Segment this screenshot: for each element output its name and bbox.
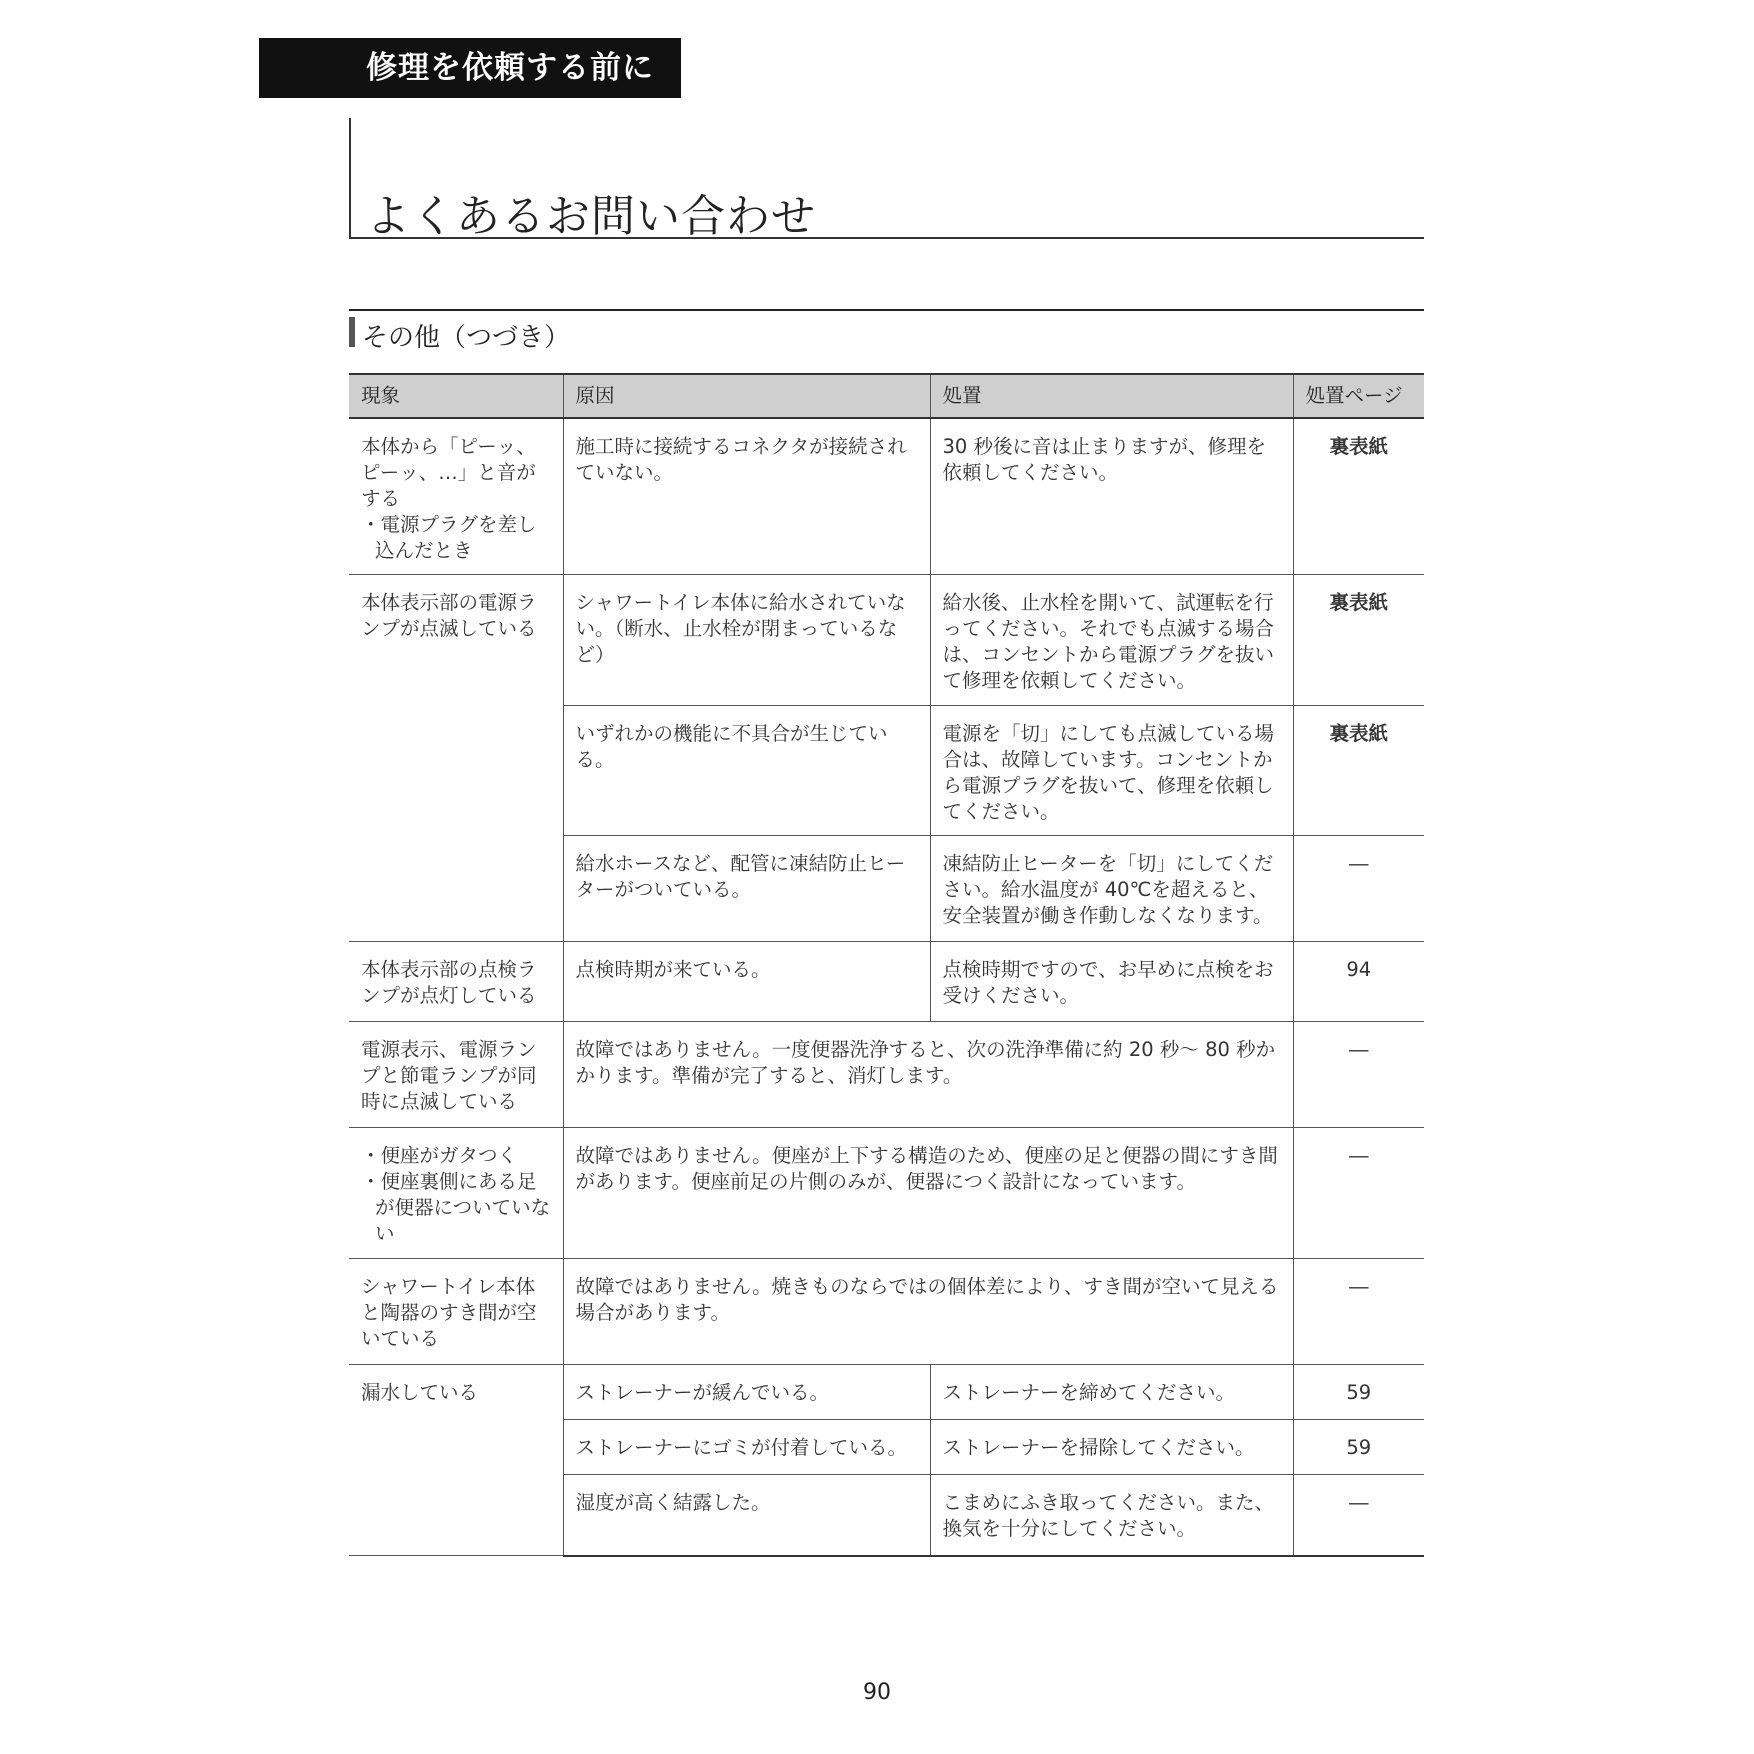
cause-cell: シャワートイレ本体に給水されていない。（断水、止水栓が閉まっているなど） bbox=[563, 575, 930, 706]
page-ref-cell: 59 bbox=[1293, 1420, 1424, 1475]
remedy-cell: 点検時期ですので、お早めに点検をお受けください。 bbox=[930, 942, 1293, 1022]
section-marker bbox=[349, 317, 355, 347]
explanation-cell: 故障ではありません。焼きものならではの個体差により、すき間が空いて見える場合があります。 bbox=[563, 1259, 1293, 1365]
explanation-cell: 故障ではありません。便座が上下する構造のため、便座の足と便器の間にすき間があります。便座前足の片側のみが、便器につく設計になっています。 bbox=[563, 1128, 1293, 1259]
symptom-bullet: ・電源プラグを差し込んだとき bbox=[361, 513, 537, 562]
page-number: 90 bbox=[863, 1680, 891, 1705]
symptom-cell: シャワートイレ本体と陶器のすき間が空いている bbox=[349, 1259, 563, 1365]
remedy-cell: 電源を「切」にしても点滅している場合は、故障しています。コンセントから電源プラグを抜いて、修理を依頼してください。 bbox=[930, 706, 1293, 836]
column-header: 現象 bbox=[349, 374, 563, 418]
page-ref-cell: ― bbox=[1293, 1475, 1424, 1556]
remedy-cell: ストレーナーを締めてください。 bbox=[930, 1365, 1293, 1420]
table-row bbox=[349, 418, 1424, 575]
page-ref-cell: 94 bbox=[1293, 942, 1424, 1022]
title-block bbox=[349, 118, 1424, 242]
table-row bbox=[349, 1365, 1424, 1420]
section-title: その他（つづき） bbox=[362, 323, 571, 353]
symptom-bullet: ・便座裏側にある足が便器についていない bbox=[361, 1170, 551, 1245]
table-header-row bbox=[349, 374, 1424, 418]
page-ref-cell: ― bbox=[1293, 836, 1424, 942]
page-ref-cell: 59 bbox=[1293, 1365, 1424, 1420]
explanation-cell: 故障ではありません。一度便器洗浄すると、次の洗浄準備に約 20 秒～ 80 秒かかります。準備が完了すると、消灯します。 bbox=[563, 1022, 1293, 1128]
table-row bbox=[349, 575, 1424, 706]
column-header: 処置 bbox=[930, 374, 1293, 418]
remedy-cell: 給水後、止水栓を開いて、試運転を行ってください。それでも点滅する場合は、コンセントから電源プラグを抜いて修理を依頼してください。 bbox=[930, 575, 1293, 706]
page-ref-cell: 裏表紙 bbox=[1293, 418, 1424, 575]
table-row bbox=[349, 1259, 1424, 1365]
symptom-cell: 電源表示、電源ランプと節電ランプが同時に点滅している bbox=[349, 1022, 563, 1128]
column-header: 原因 bbox=[563, 374, 930, 418]
symptom-bullet: ・便座がガタつく bbox=[361, 1144, 518, 1167]
symptom-cell bbox=[349, 418, 563, 575]
section-heading bbox=[349, 309, 1424, 353]
symptom-cell: 本体表示部の電源ランプが点滅している bbox=[349, 575, 563, 942]
remedy-cell: 凍結防止ヒーターを「切」にしてください。給水温度が 40℃を超えると、安全装置が働き作動しなくなります。 bbox=[930, 836, 1293, 942]
page-ref-cell: 裏表紙 bbox=[1293, 575, 1424, 706]
page-ref-cell: ― bbox=[1293, 1128, 1424, 1259]
cause-cell: 給水ホースなど、配管に凍結防止ヒーターがついている。 bbox=[563, 836, 930, 942]
remedy-cell: ストレーナーを掃除してください。 bbox=[930, 1420, 1293, 1475]
page-ref-cell: 裏表紙 bbox=[1293, 706, 1424, 836]
cause-cell: いずれかの機能に不具合が生じている。 bbox=[563, 706, 930, 836]
symptom-text: 本体から「ピーッ、ピーッ、…」と音がする bbox=[361, 435, 536, 510]
page-ref-cell: ― bbox=[1293, 1259, 1424, 1365]
cause-cell: 点検時期が来ている。 bbox=[563, 942, 930, 1022]
section-tab: 修理を依頼する前に bbox=[259, 38, 681, 98]
symptom-cell: 本体表示部の点検ランプが点灯している bbox=[349, 942, 563, 1022]
faq-table bbox=[349, 373, 1424, 1557]
page-ref-cell: ― bbox=[1293, 1022, 1424, 1128]
symptom-cell: 漏水している bbox=[349, 1365, 563, 1556]
cause-cell: ストレーナーにゴミが付着している。 bbox=[563, 1420, 930, 1475]
symptom-cell bbox=[349, 1128, 563, 1259]
column-header: 処置ページ bbox=[1293, 374, 1424, 418]
page-title: よくあるお問い合わせ bbox=[366, 191, 816, 242]
table-row bbox=[349, 942, 1424, 1022]
remedy-cell: こまめにふき取ってください。また、換気を十分にしてください。 bbox=[930, 1475, 1293, 1556]
table-row bbox=[349, 1128, 1424, 1259]
cause-cell: 施工時に接続するコネクタが接続されていない。 bbox=[563, 418, 930, 575]
table-row bbox=[349, 1022, 1424, 1128]
cause-cell: ストレーナーが緩んでいる。 bbox=[563, 1365, 930, 1420]
remedy-cell: 30 秒後に音は止まりますが、修理を依頼してください。 bbox=[930, 418, 1293, 575]
cause-cell: 湿度が高く結露した。 bbox=[563, 1475, 930, 1556]
